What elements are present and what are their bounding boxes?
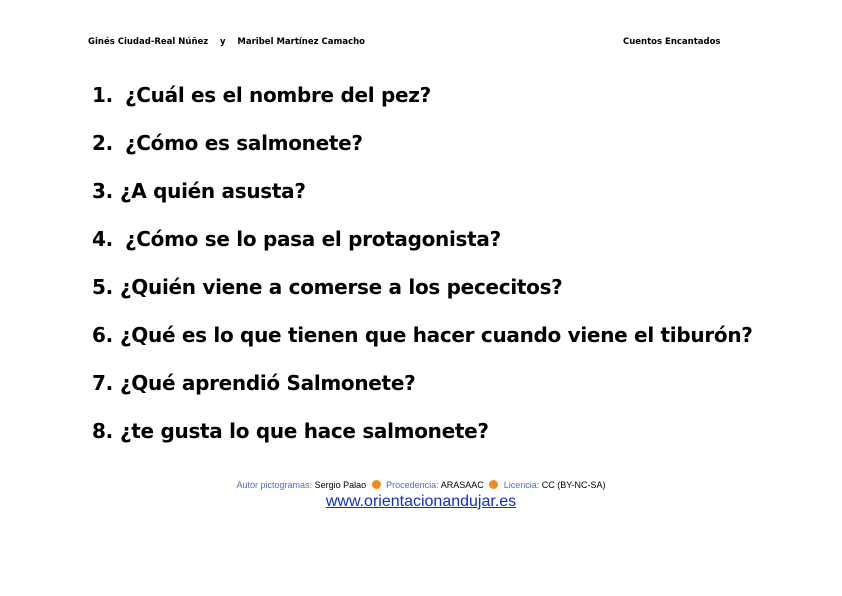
question-list xyxy=(92,71,753,455)
source-label: Procedencia: xyxy=(386,480,439,490)
website-link[interactable]: www.orientacionandujar.es xyxy=(325,493,517,510)
question-item xyxy=(92,359,753,407)
question-item xyxy=(92,167,753,215)
license-label: Licencia: xyxy=(503,480,540,490)
question-text: ¿te gusta lo que hace salmonete? xyxy=(120,419,489,443)
license-value: CC (BY-NC-SA) xyxy=(541,480,606,490)
question-text: ¿Cómo es salmonete? xyxy=(125,131,363,155)
header-book-title: Cuentos Encantados xyxy=(623,37,721,47)
question-text: ¿Quién viene a comerse a los pececitos? xyxy=(120,275,563,299)
question-number: 7. xyxy=(92,371,113,395)
question-item xyxy=(92,407,753,455)
question-number: 2. xyxy=(92,131,113,155)
page-header xyxy=(0,37,842,51)
author-value: Sergio Palao xyxy=(314,480,367,490)
question-item xyxy=(92,311,753,359)
website-link-row xyxy=(0,493,842,511)
question-number: 3. xyxy=(92,179,113,203)
author-label: Autor pictogramas: xyxy=(236,480,313,490)
header-authors: Ginés Ciudad-Real Núñez y Maribel Martínez Camacho xyxy=(88,37,366,47)
question-number: 5. xyxy=(92,275,113,299)
credits-line xyxy=(0,480,842,490)
source-value: ARASAAC xyxy=(440,480,484,490)
question-item xyxy=(92,71,753,119)
question-item xyxy=(92,215,753,263)
orange-dot-icon xyxy=(489,480,498,489)
question-text: ¿Cuál es el nombre del pez? xyxy=(125,83,431,107)
orange-dot-icon xyxy=(372,480,381,489)
question-text: ¿Qué aprendió Salmonete? xyxy=(120,371,416,395)
question-item xyxy=(92,263,753,311)
question-text: ¿Qué es lo que tienen que hacer cuando viene el tiburón? xyxy=(120,323,753,347)
question-number: 8. xyxy=(92,419,113,443)
question-number: 6. xyxy=(92,323,113,347)
question-text: ¿A quién asusta? xyxy=(120,179,306,203)
question-number: 1. xyxy=(92,83,113,107)
question-text: ¿Cómo se lo pasa el protagonista? xyxy=(125,227,501,251)
question-number: 4. xyxy=(92,227,113,251)
question-item xyxy=(92,119,753,167)
